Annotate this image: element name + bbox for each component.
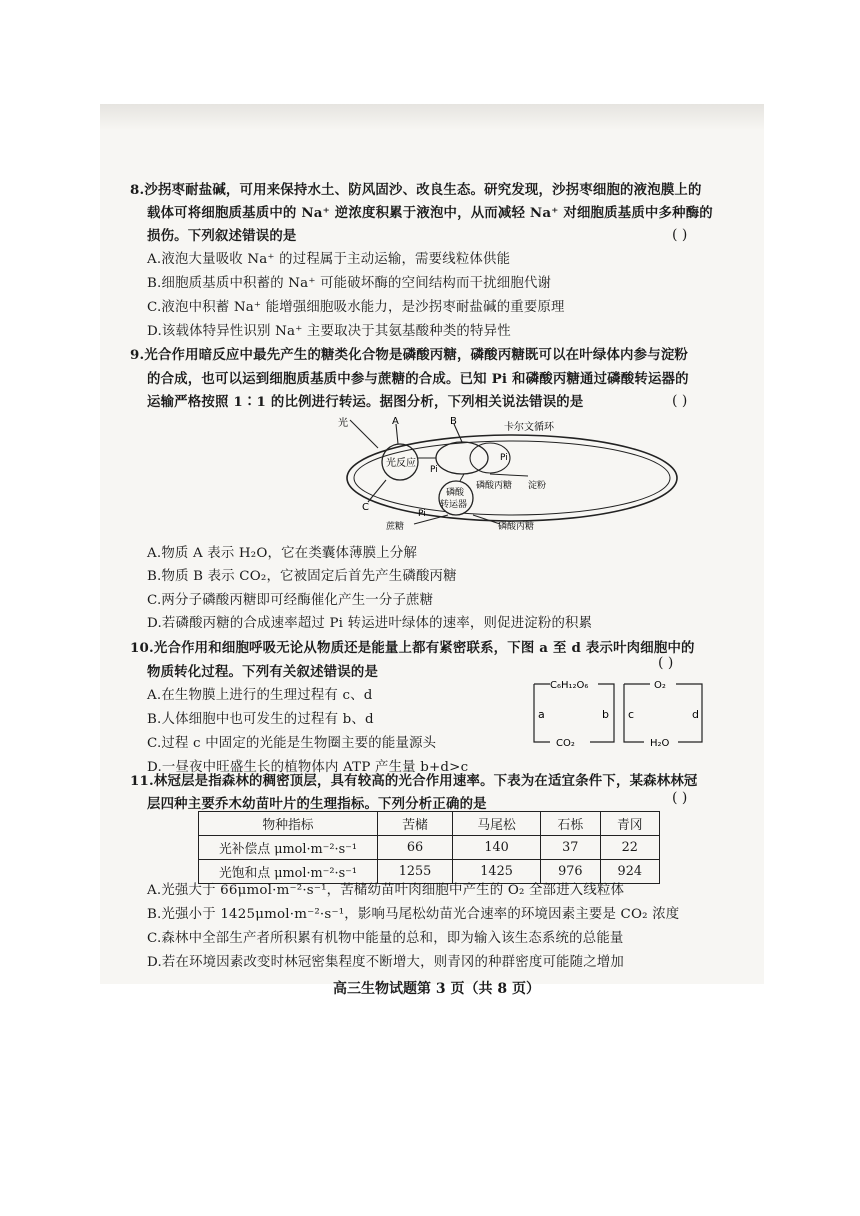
triose-inner-line [490, 474, 528, 476]
q8-answer-paren: ( ) [672, 227, 688, 243]
table-header-cell: 马尾松 [453, 812, 541, 836]
triose-to-transporter [460, 474, 464, 481]
sucrose-label: 蔗糖 [386, 522, 405, 532]
a-arrow [396, 424, 398, 444]
b-label: B [450, 416, 457, 427]
chloroplast-inner-membrane [354, 441, 670, 515]
q9-stem-line3: 运输严格按照 1∶1 的比例进行转运。据图分析，下列相关说法错误的是 [147, 394, 584, 410]
right-box [624, 684, 702, 742]
table-header-cell: 石栎 [541, 812, 600, 836]
triose-out-label: 磷酸丙糖 [498, 522, 535, 532]
a-process-label: a [538, 708, 545, 721]
table-row [199, 860, 660, 884]
q11-option-d: D.若在环境因素改变时林冠密集程度不断增大，则青冈的种群密度可能随之增加 [147, 955, 624, 970]
q11-option-b: B.光强小于 1425μmol·m⁻²·s⁻¹，影响马尾松幼苗光合速率的环境因素主要是 CO₂ 浓度 [147, 907, 680, 922]
c-process-label: c [628, 708, 635, 721]
table-cell: 1255 [378, 860, 453, 884]
calvin-cycle-circle [436, 442, 488, 474]
q9-option-b: B.物质 B 表示 CO₂，它被固定后首先产生磷酸丙糖 [147, 569, 457, 584]
q10-stem-line2: 物质转化过程。下列有关叙述错误的是 [147, 664, 379, 680]
table-header-cell: 苦槠 [378, 812, 453, 836]
table-cell: 976 [541, 860, 600, 884]
q8-option-c: C.液泡中积蓄 Na⁺ 能增强细胞吸水能力，是沙拐枣耐盐碱的重要原理 [147, 300, 565, 315]
transporter-label-2: 转运器 [440, 500, 468, 510]
chloroplast-diagram [330, 414, 730, 542]
table-cell: 22 [600, 836, 659, 860]
light-arrow [350, 420, 378, 448]
q10-option-d: D.一昼夜中旺盛生长的植物体内 ATP 产生量 b+d>c [147, 760, 469, 775]
q8-stem-line3: 损伤。下列叙述错误的是 [147, 228, 297, 244]
table-cell: 光饱和点 μmol·m⁻²·s⁻¹ [199, 860, 378, 884]
q11-option-a: A.光强大于 66μmol·m⁻²·s⁻¹，苦槠幼苗叶肉细胞中产生的 O₂ 全部进入线粒体 [147, 883, 625, 898]
q8-option-b: B.细胞质基质中积蓄的 Na⁺ 可能破坏酶的空间结构而干扰细胞代谢 [147, 276, 552, 291]
q9-option-c: C.两分子磷酸丙糖即可经酶催化产生一分子蔗糖 [147, 593, 434, 608]
calvin-label: 卡尔文循环 [504, 422, 554, 433]
q10-option-a: A.在生物膜上进行的生理过程有 c、d [147, 688, 373, 703]
q8-option-d: D.该载体特异性识别 Na⁺ 主要取决于其氨基酸种类的特异性 [147, 324, 511, 339]
q11-stem-line2: 层四种主要乔木幼苗叶片的生理指标。下列分析正确的是 [147, 796, 487, 812]
table-cell: 140 [453, 836, 541, 860]
q8-stem-line2: 载体可将细胞质基质中的 Na⁺ 逆浓度积累于液泡中，从而减轻 Na⁺ 对细胞质基质中多种酶的 [147, 205, 713, 221]
chloroplast-outer-membrane [347, 435, 677, 521]
page-footer: 高三生物试题第 3 页（共 8 页） [333, 981, 540, 997]
conversion-diagram [526, 676, 722, 752]
table-cell: 光补偿点 μmol·m⁻²·s⁻¹ [199, 836, 378, 860]
table-header-row [199, 812, 660, 836]
q11-option-c: C.森林中全部生产者所积累有机物中能量的总和，即为输入该生态系统的总能量 [147, 931, 624, 946]
q10-option-b: B.人体细胞中也可发生的过程有 b、d [147, 712, 374, 727]
h2o-label: H₂O [650, 738, 670, 749]
table-cell: 924 [600, 860, 659, 884]
pi-label-bottom: Pi [418, 509, 426, 519]
light-label: 光 [338, 418, 348, 429]
glucose-label: C₆H₁₂O₆ [550, 680, 589, 691]
q11-stem-line1: 11.林冠层是指森林的稠密顶层，具有较高的光合作用速率。下表为在适宜条件下，某森林林冠 [130, 773, 698, 789]
triose-inner-label: 磷酸丙糖 [476, 481, 513, 491]
c-label: C [362, 502, 369, 513]
q10-answer-paren: ( ) [658, 655, 674, 671]
transporter-label-1: 磷酸 [446, 488, 465, 498]
table-cell: 66 [378, 836, 453, 860]
q10-stem-line1: 10.光合作用和细胞呼吸无论从物质还是能量上都有紧密联系，下图 a 至 d 表示叶肉细胞中的 [130, 640, 695, 656]
table-header-cell: 物种指标 [199, 812, 378, 836]
c-arrow [368, 480, 386, 502]
o2-label: O₂ [654, 680, 666, 691]
q10-option-c: C.过程 c 中固定的光能是生物圈主要的能量源头 [147, 736, 437, 751]
q9-answer-paren: ( ) [672, 393, 688, 409]
co2-label: CO₂ [556, 738, 575, 749]
b-process-label: b [602, 708, 609, 721]
q8-option-a: A.液泡大量吸收 Na⁺ 的过程属于主动运输，需要线粒体供能 [147, 252, 511, 267]
q11-answer-paren: ( ) [672, 790, 688, 806]
q9-stem-line2: 的合成，也可以运到细胞质基质中参与蔗糖的合成。已知 Pi 和磷酸丙糖通过磷酸转运器的 [147, 371, 689, 387]
pi-label-top: Pi [430, 465, 438, 475]
table-cell: 37 [541, 836, 600, 860]
table-row [199, 836, 660, 860]
table-cell: 1425 [453, 860, 541, 884]
d-process-label: d [692, 708, 699, 721]
light-reaction-label: 光反应 [386, 458, 416, 469]
a-label: A [392, 416, 399, 427]
q9-option-d: D.若磷酸丙糖的合成速率超过 Pi 转运进叶绿体的速率，则促进淀粉的积累 [147, 616, 593, 631]
seedling-index-table [198, 811, 660, 884]
q8-stem-line1: 8.沙拐枣耐盐碱，可用来保持水土、防风固沙、改良生态。研究发现，沙拐枣细胞的液泡膜上的 [130, 182, 702, 198]
pi-label-right: Pi [500, 453, 508, 463]
q9-stem-line1: 9.光合作用暗反应中最先产生的糖类化合物是磷酸丙糖，磷酸丙糖既可以在叶绿体内参与淀粉 [130, 347, 689, 363]
table-header-cell: 青冈 [600, 812, 659, 836]
starch-label: 淀粉 [528, 481, 547, 491]
q9-option-a: A.物质 A 表示 H₂O，它在类囊体薄膜上分解 [147, 546, 418, 561]
